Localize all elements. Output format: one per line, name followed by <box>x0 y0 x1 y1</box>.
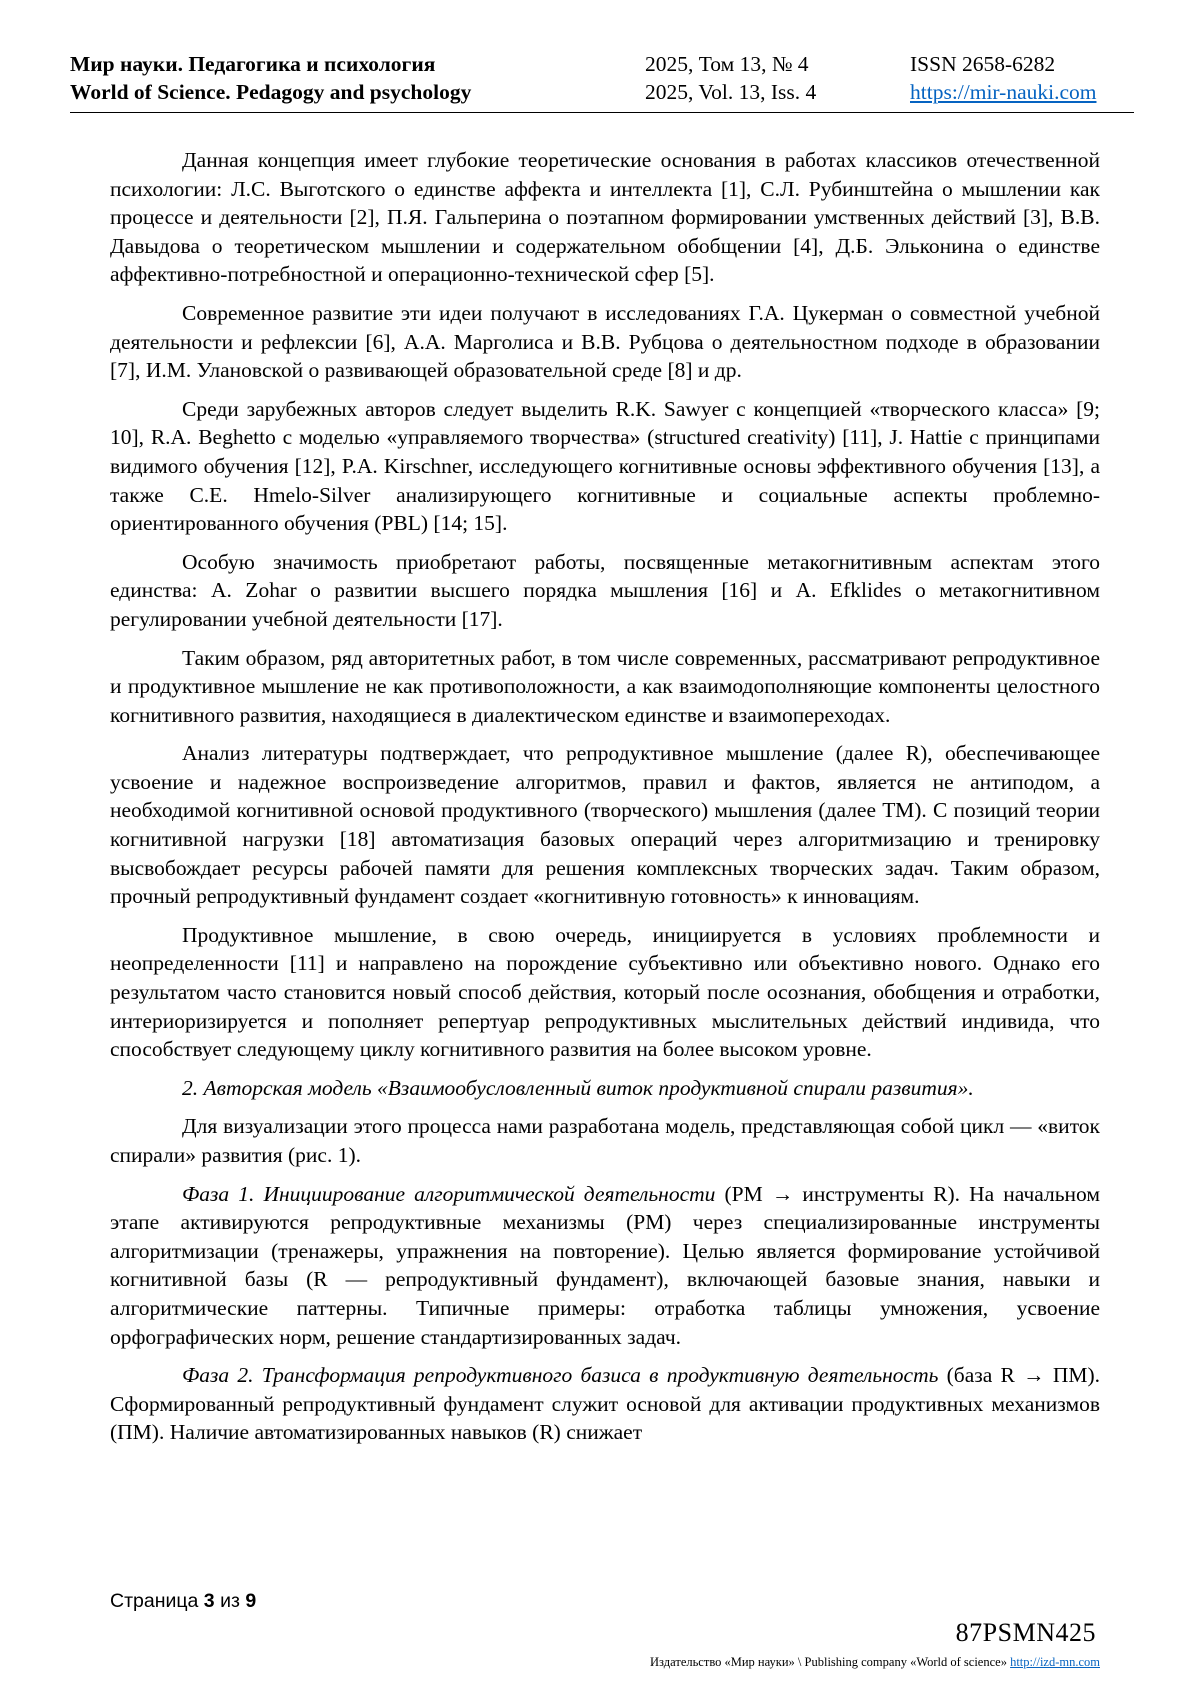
journal-title <box>70 50 471 106</box>
phase-1-paragraph <box>110 1180 1100 1352</box>
paragraph: Современное развитие эти идеи получают в исследованиях Г.А. Цукерман о совместной учебной деятельности и рефлексии [6], А.А. Марголиса и В.В. Рубцова о деятельностном подходе в образовании [7], И.М. Улановской о развивающей образовательной среде [8] и др. <box>110 300 1100 383</box>
header-divider <box>70 112 1134 113</box>
page-header <box>70 50 1134 112</box>
phase-1-title: Фаза 1. Инициирование алгоритмической деятельности <box>182 1181 716 1206</box>
paragraph: Анализ литературы подтверждает, что репродуктивное мышление (далее R), обеспечивающее усвоение и надежное воспроизведение алгоритмов, правил и фактов, является не антиподом, а необходимой когнитивной основой продуктивного (творческого) мышления (далее ТМ). С позиций теории когнитивной нагрузки [18] автоматизация базовых операций через алгоритмизацию и тренировку высвобождает ресурсы рабочей памяти для решения комплексных творческих задач. Таким образом, прочный репродуктивный фундамент создает «когнитивную готовность» к инновациям. <box>110 741 1100 909</box>
phase-2-paragraph <box>110 1361 1100 1447</box>
page-number <box>110 1590 256 1613</box>
phase-2-text: (база R → ПМ). Сформированный репродуктивный фундамент служит основой для активации продуктивных механизмов (ПМ). Наличие автоматизированных навыков (R) снижает <box>110 1363 1100 1445</box>
publisher-text: Издательство «Мир науки» \ Publishing company «World of science» <box>650 1655 1011 1669</box>
issn-block <box>910 50 1096 106</box>
journal-title-en: World of Science. Pedagogy and psychology <box>70 80 472 104</box>
paragraph: Продуктивное мышление, в свою очередь, инициируется в условиях проблемности и неопределенности [11] и направлено на порождение субъективно или объективно нового. Однако его результатом часто становится новый способ действия, который после осознания, обобщения и отработки, интериоризируется и пополняет репертуар репродуктивных мыслительных действий индивида, что способствует следующему циклу когнитивного развития на более высоком уровне. <box>110 922 1100 1062</box>
volume-ru: 2025, Том 13, № 4 <box>645 52 809 76</box>
paragraph: Таким образом, ряд авторитетных работ, в том числе современных, рассматривают репродуктивное и продуктивное мышление не как противоположности, а как взаимодополняющие компоненты целостного когнитивного развития, находящиеся в диалектическом единстве и взаимопереходах. <box>110 645 1100 727</box>
section-heading: 2. Авторская модель «Взаимообусловленный виток продуктивной спирали развития». <box>182 1075 974 1100</box>
journal-url-link[interactable]: https://mir-nauki.com <box>910 80 1097 104</box>
phase-1-text: (РМ → инструменты R). На начальном этапе активируются репродуктивные механизмы (РМ) через специализированные инструменты алгоритмизации (тренажеры, упражнения на повторение). Целью является формирование устойчивой когнитивной базы (R — репродуктивный фундамент), включающей базовые знания, навыки и алгоритмические паттерны. Типичные примеры: отработка таблицы умножения, усвоение орфографических норм, решение стандартизированных задач. <box>110 1181 1100 1349</box>
publisher-url-link[interactable]: http://izd-mn.com <box>1010 1655 1100 1669</box>
journal-title-ru: Мир науки. Педагогика и психология <box>70 52 436 76</box>
volume-info <box>645 50 816 106</box>
paragraph: Среди зарубежных авторов следует выделить R.K. Sawyer с концепцией «творческого класса» [9; 10], R.A. Beghetto с моделью «управляемого творчества» (structured creativity) [11], J. Hattie с принципами видимого обучения [12], P.A. Kirschner, исследующего когнитивные основы эффективного обучения [13], а также C.E. Hmelo-Silver анализирующего когнитивные и социальные аспекты проблемно-ориентированного обучения (PBL) [14; 15]. <box>110 396 1100 536</box>
article-body <box>110 146 1100 1447</box>
issn: ISSN 2658-6282 <box>910 52 1056 76</box>
publisher-line <box>650 1655 1100 1670</box>
page-mid: из <box>214 1590 246 1612</box>
page-total: 9 <box>245 1590 257 1612</box>
page-current: 3 <box>203 1590 215 1612</box>
phase-2-title: Фаза 2. Трансформация репродуктивного базиса в продуктивную деятельность <box>182 1363 939 1388</box>
paragraph: Для визуализации этого процесса нами разработана модель, представляющая собой цикл — «виток спирали» развития (рис. 1). <box>110 1114 1100 1167</box>
volume-en: 2025, Vol. 13, Iss. 4 <box>645 80 817 104</box>
article-code: 87PSMN425 <box>955 1618 1096 1647</box>
page-prefix: Страница <box>110 1590 204 1612</box>
paragraph: Данная концепция имеет глубокие теоретические основания в работах классиков отечественной психологии: Л.С. Выготского о единстве аффекта и интеллекта [1], С.Л. Рубинштейна о мышлении как процессе и деятельности [2], П.Я. Гальперина о поэтапном формировании умственных действий [3], В.В. Давыдова о теоретическом мышлении и содержательном обобщении [4], Д.Б. Эльконина о единстве аффективно-потребностной и операционно-технической сфер [5]. <box>110 148 1100 287</box>
paragraph: Особую значимость приобретают работы, посвященные метакогнитивным аспектам этого единства: A. Zohar о развитии высшего порядка мышления [16] и A. Efklides о метакогнитивном регулировании учебной деятельности [17]. <box>110 549 1100 631</box>
